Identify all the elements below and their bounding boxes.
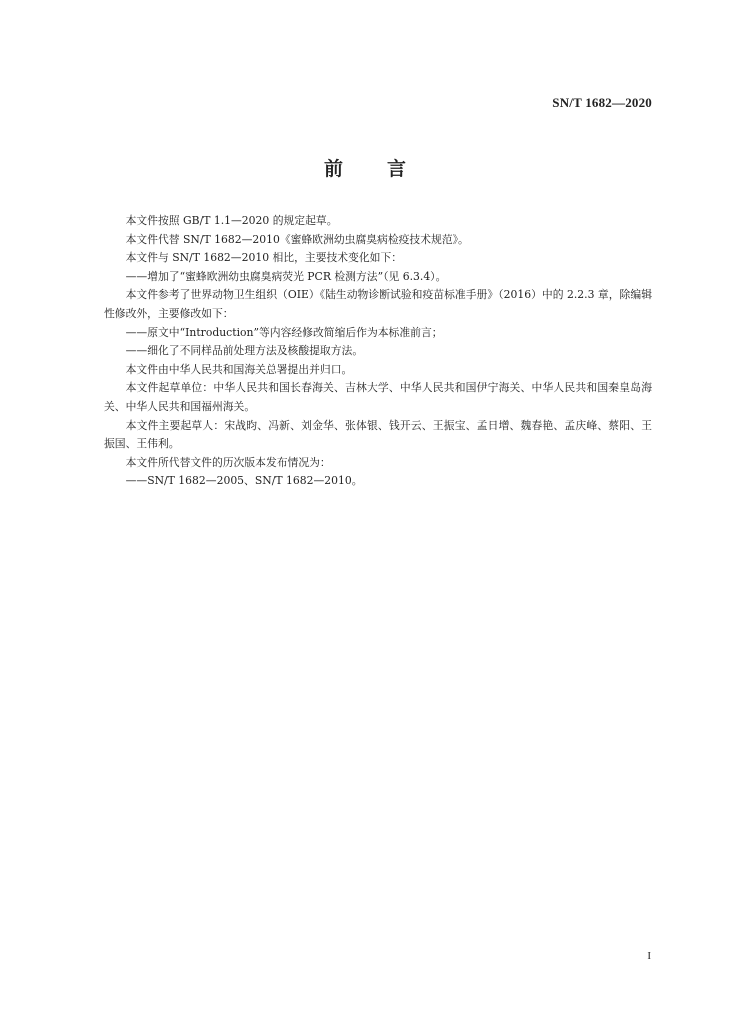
paragraph-drafting-rules: 本文件按照 GB/T 1.1—2020 的规定起草。 — [125, 214, 338, 227]
paragraph-reference: 本文件参考了世界动物卫生组织（OIE）《陆生动物诊断试验和疫苗标准手册》（2016）中的 2.2.3 章，除编辑性修改外，主要修改如下： — [104, 288, 652, 320]
title-char-2: 言 — [387, 158, 407, 180]
page-title — [0, 154, 730, 181]
paragraph-change-item: ——增加了“蜜蜂欧洲幼虫腐臭病荧光 PCR 检测方法”（见 6.3.4）。 — [125, 269, 447, 283]
paragraph-modification-item: ——原文中“Introduction”等内容经修改简缩后作为本标准前言； — [125, 325, 443, 339]
paragraph-history-item: ——SN/T 1682—2005、SN/T 1682—2010。 — [125, 474, 363, 488]
title-char-1: 前 — [323, 158, 343, 180]
paragraph-replaces: 本文件代替 SN/T 1682—2010《蜜蜂欧洲幼虫腐臭病检疫技术规范》。 — [125, 232, 469, 246]
foreword-body — [104, 212, 652, 491]
paragraph-proposer: 本文件由中华人民共和国海关总署提出并归口。 — [125, 362, 353, 376]
paragraph-modification-item: ——细化了不同样品前处理方法及核酸提取方法。 — [125, 344, 364, 358]
paragraph-drafters: 本文件主要起草人：宋战昀、冯新、刘金华、张体银、钱开云、王振宝、孟日增、魏春艳、孟庆峰、蔡阳、王振国、王伟利。 — [104, 418, 652, 451]
paragraph-history-intro: 本文件所代替文件的历次版本发布情况为： — [125, 455, 331, 469]
page-number: I — [647, 950, 651, 962]
paragraph-changes-intro: 本文件与 SN/T 1682—2010 相比，主要技术变化如下： — [125, 251, 403, 265]
document-code: SN/T 1682—2020 — [552, 95, 652, 110]
paragraph-drafting-units: 本文件起草单位：中华人民共和国长春海关、吉林大学、中华人民共和国伊宁海关、中华人民共和国秦皇岛海关、中华人民共和国福州海关。 — [104, 381, 652, 413]
